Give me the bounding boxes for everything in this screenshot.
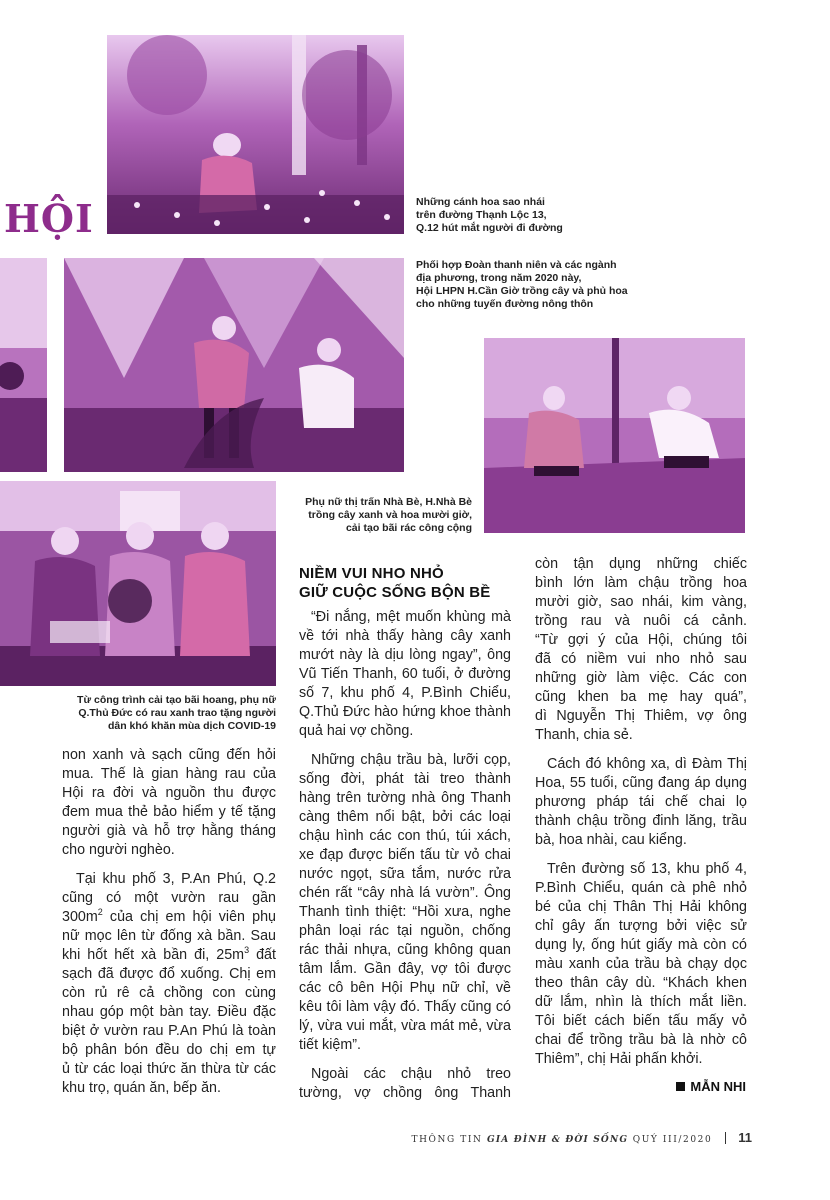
- photo-palm-planting: [64, 258, 404, 472]
- caption-line: cho những tuyến đường nông thôn: [416, 298, 594, 310]
- text-line: Những chậu trầu bà, lưỡi cọp,: [311, 752, 511, 768]
- text-line: quả hai vợ chồng.: [299, 723, 414, 739]
- text-line: sạch đã được đổ xuống. Chị em: [62, 966, 276, 982]
- text-line: cũng có một vườn rau gần: [62, 890, 276, 906]
- text-line: đem mua thẻ bảo hiểm y tế tặng: [62, 804, 276, 820]
- paragraph: [299, 1065, 511, 1103]
- text-line: người già và hỗ trợ hằng tháng: [62, 823, 276, 839]
- text-fragment: của chị em hội viên phụ: [102, 909, 276, 925]
- text-line: “Đi nắng, mệt muốn khùng mà: [311, 609, 511, 625]
- text-line: Trên đường số 13, khu phố 4,: [547, 861, 747, 877]
- text-line: biệt ở vườn rau P.An Phú là toàn: [62, 1023, 276, 1039]
- paragraph: [535, 755, 747, 850]
- text-line: bình lớn làm chậu trồng hoa: [535, 575, 747, 591]
- text-line: non xanh và sạch cũng đến hỏi: [62, 747, 276, 763]
- text-line: kêu tôi làm vậy đó. Thấy cũng có: [299, 999, 511, 1015]
- paragraph: [299, 751, 511, 1055]
- text-line: bé của chị Thân Thị Hải không: [535, 899, 747, 915]
- text-line: số 7, khu phố 4, P.Bình Chiểu,: [299, 685, 511, 701]
- text-line: trồng rau và nuôi cá cảnh.: [535, 613, 747, 629]
- section-title-line: NIỀM VUI NHO NHỎ: [299, 565, 444, 582]
- text-line: tâm lắm. Gần đây, vợ tôi được: [299, 961, 511, 977]
- paragraph: [62, 746, 276, 860]
- photo-left-strip: [0, 258, 47, 472]
- page-footer: [411, 1130, 752, 1145]
- article-column-3: [535, 555, 747, 1079]
- text-line: tường, vợ chồng ông Thanh: [299, 1085, 511, 1101]
- text-line: chậu hình các con thú, túi xách,: [299, 828, 511, 844]
- text-line: các cô bên Hội Phụ nữ chỉ, về: [299, 980, 511, 996]
- text-line: phương pháp tái chế chai lọ: [535, 794, 747, 810]
- text-line: “Từ gợi ý của Hội, chúng tôi: [535, 632, 747, 648]
- author-byline: [676, 1079, 746, 1094]
- text-line: Tôi biết cách biến tấu mấy vỏ: [535, 1013, 747, 1029]
- text-line: mua. Thế là gian hàng rau của: [62, 766, 276, 782]
- text-line: chai để trồng trầu bà là nhờ cô: [535, 1032, 747, 1048]
- text-line: Thanh tình thiệt: “Hồi xưa, nghe: [299, 904, 511, 920]
- superscript: 2: [97, 907, 103, 918]
- caption-line: Phối hợp Đoàn thanh niên và các ngành: [416, 259, 617, 271]
- text-line: rác thải nhựa, cũng không quan: [299, 942, 511, 958]
- text-line: còn tận dụng những chiếc: [535, 556, 747, 572]
- text-line: sống đời, phát tài treo thành: [299, 771, 511, 787]
- text-line: nhau góp một bàn tay. Điều đặc: [62, 1004, 276, 1020]
- page-number: 11: [738, 1130, 752, 1145]
- text-line: xe đạp được biến tấu từ vỏ chai: [299, 847, 511, 863]
- text-line: dụng ly, ống hút giấy mà còn có: [535, 937, 747, 953]
- caption-can-gio: [416, 259, 628, 311]
- caption-line: trồng cây xanh và hoa mười giờ,: [308, 509, 472, 521]
- paragraph: [62, 870, 276, 1098]
- caption-line: Q.12 hút mắt người đi đường: [416, 222, 563, 234]
- caption-line: cải tạo bãi rác công cộng: [345, 522, 472, 534]
- superscript: 3: [244, 945, 250, 956]
- area-value: 300m: [62, 909, 98, 925]
- caption-line: trên đường Thạnh Lộc 13,: [416, 209, 547, 221]
- text-line: cũng khen ba mẹ hay quá”,: [535, 689, 747, 705]
- caption-line: Q.Thủ Đức có rau xanh trao tặng người: [78, 707, 276, 719]
- caption-nha-be: [280, 496, 472, 535]
- caption-line: Những cánh hoa sao nhái: [416, 196, 545, 208]
- text-line: [62, 908, 276, 927]
- caption-line: Phụ nữ thị trấn Nhà Bè, H.Nhà Bè: [305, 496, 472, 508]
- text-fragment: khi hốt hết xà bần đi, 25m: [62, 947, 245, 963]
- section-title: [299, 564, 511, 602]
- issue-label: QUÝ III/2020: [632, 1135, 713, 1145]
- text-line: Thiêm”, chị Hải phấn khởi.: [535, 1051, 703, 1067]
- section-title-line: GIỮ CUỘC SỐNG BỘN BỀ: [299, 584, 491, 601]
- text-line: bộ phân bón đều do chị em tự: [62, 1042, 276, 1058]
- text-line: chén rất “cây nhà lá vườn”. Ông: [299, 885, 511, 901]
- text-line: mười giờ, sao nhái, kim vàng,: [535, 594, 747, 610]
- text-line: cho người nghèo.: [62, 842, 175, 858]
- text-line: chỉ gây ấn tượng bởi việc sử: [535, 918, 747, 934]
- text-line: Vũ Tiến Thanh, 60 tuổi, ở đường: [299, 666, 511, 682]
- text-line: những giờ làm việc. Các con: [535, 670, 747, 686]
- caption-line: Hội LHPN H.Cần Giờ trồng cây và phủ hoa: [416, 285, 628, 297]
- caption-thu-duc: [40, 694, 276, 733]
- author-name: MẪN NHI: [690, 1079, 746, 1094]
- text-line: hàng trên tường nhà ông Thanh: [299, 790, 511, 806]
- text-line: tiết kiệm”.: [299, 1037, 361, 1053]
- text-line: lý, vừa vui mắt, vừa mát mẻ, vừa: [299, 1018, 511, 1034]
- photo-flower-garden: [107, 35, 404, 234]
- text-line: Tại khu phố 3, P.An Phú, Q.2: [76, 871, 276, 887]
- text-line: Cách đó không xa, dì Đàm Thị: [547, 756, 747, 772]
- text-line: Q.Thủ Đức hào hứng khoe thành: [299, 704, 511, 720]
- text-line: nữ mọc lên từ đống xà bần. Sau: [62, 928, 276, 944]
- footer-prefix: THÔNG TIN: [411, 1135, 483, 1145]
- footer-divider: [725, 1132, 726, 1144]
- text-line: mướt này là dịu lòng ngay”, ông: [299, 647, 511, 663]
- publication-name: GIA ĐÌNH & ĐỜI SỐNG: [486, 1135, 629, 1145]
- text-line: Ngoài các chậu nhỏ treo: [311, 1066, 511, 1082]
- text-line: Thanh, chia sẻ.: [535, 727, 633, 743]
- caption-flowers: [416, 196, 563, 235]
- caption-line: dân khó khăn mùa dịch COVID-19: [107, 720, 276, 732]
- text-line: Hội ra đời và nguồn thu được: [62, 785, 276, 801]
- article-column-1: [62, 746, 276, 1108]
- text-line: bà, hoa nhài, cau kiểng.: [535, 832, 687, 848]
- text-line: càng thêm nổi bật, bởi các loại: [299, 809, 511, 825]
- text-line: màu xanh của trầu bà chạy dọc: [535, 956, 747, 972]
- caption-line: Từ công trình cải tạo bãi hoang, phụ nữ: [77, 694, 276, 706]
- text-line: ủ từ các loại thức ăn thừa từ các: [62, 1061, 276, 1077]
- text-line: đã có niềm vui nho nhỏ sau: [535, 651, 747, 667]
- text-line: dữ lắm, nhìn là thích mắt liền.: [535, 994, 747, 1010]
- paragraph: [535, 555, 747, 745]
- square-bullet-icon: [676, 1082, 685, 1091]
- caption-line: địa phương, trong năm 2020 này,: [416, 272, 582, 284]
- article-column-2: [299, 564, 511, 1113]
- text-line: thành chậu trồng đinh lăng, trầu: [535, 813, 747, 829]
- text-line: [62, 946, 276, 965]
- heading-fragment: HỘI: [4, 196, 94, 241]
- text-line: nước ngọt, sữa tắm, nước rửa: [299, 866, 511, 882]
- text-line: còn rủ rê cả chồng con cùng: [62, 985, 276, 1001]
- text-line: theo thân cây dù. “Khách khen: [535, 975, 747, 991]
- photo-vegetable-gift: [0, 481, 276, 686]
- text-line: phân loại rác tại nguồn, chống: [299, 923, 511, 939]
- text-line: dì Nguyễn Thị Thiêm, vợ ông: [535, 708, 747, 724]
- photo-tree-planting: [484, 338, 745, 533]
- text-line: P.Bình Chiểu, quán cà phê nhỏ: [535, 880, 747, 896]
- text-line: Hoa, 55 tuổi, cũng đang áp dụng: [535, 775, 747, 791]
- paragraph: [535, 860, 747, 1069]
- text-line: khu trọ, quán ăn, bếp ăn.: [62, 1080, 221, 1096]
- paragraph: [299, 608, 511, 741]
- text-fragment: đất: [249, 947, 276, 963]
- text-line: về tới nhà thấy hàng cây xanh: [299, 628, 511, 644]
